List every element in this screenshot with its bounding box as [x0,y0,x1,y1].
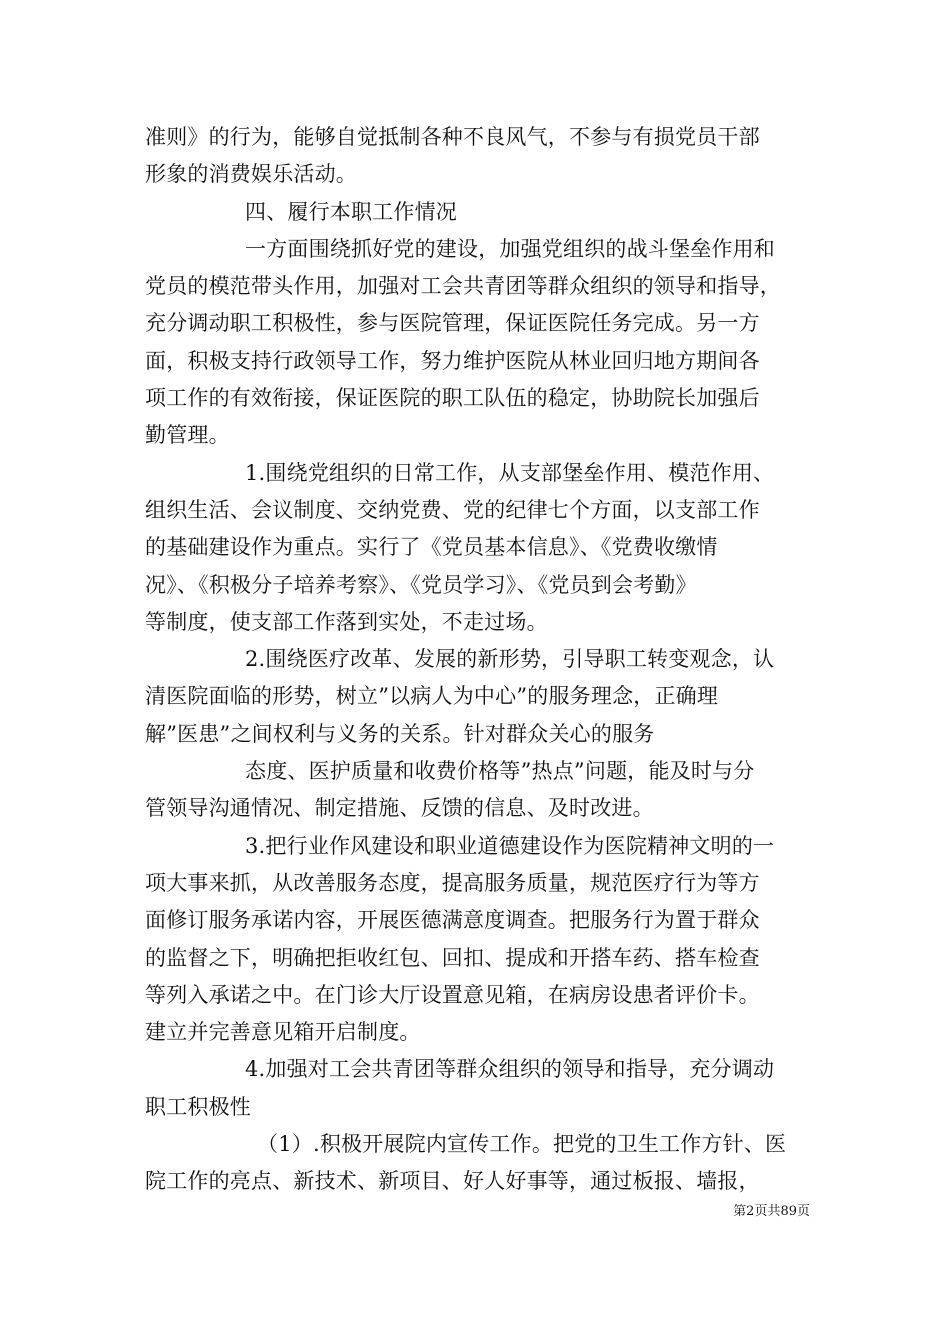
text-line: 组织生活、会议制度、交纳党费、党的纪律七个方面，以支部工作 [145,497,760,522]
text-line: 充分调动职工积极性，参与医院管理，保证医院任务完成。另一方 [145,311,760,336]
text-line: 的基础建设作为重点。实行了《党员基本信息》、《党费收缴情 [145,535,718,560]
list-item-4: 4.加强对工会共青团等群众组织的领导和指导，充分调动 [245,1057,775,1082]
page-number: 第2页共89页 [733,1204,810,1219]
text-line: 项工作的有效衔接，保证医院的职工队伍的稳定，协助院长加强后 [145,386,760,411]
text-line: 建立并完善意见箱开启制度。 [145,1020,421,1045]
sub-item-1: （1）.积极开展院内宣传工作。把党的卫生工作方针、医 [257,1132,787,1157]
text-line: 院工作的亮点、新技术、新项目、好人好事等，通过板报、墙报， [145,1169,760,1194]
text-line: 解”医患”之间权利与义务的关系。针对群众关心的服务 [145,721,655,746]
text-line: 面修订服务承诺内容，开展医德满意度调查。把服务行为置于群众 [145,908,760,933]
text-line: 项大事来抓，从改善服务态度，提高服务质量，规范医疗行为等方 [145,870,760,895]
text-line: 况》、《积极分子培养考察》、《党员学习》、《党员到会考勤》 [145,572,697,597]
text-line: 党员的模范带头作用，加强对工会共青团等群众组织的领导和指导， [145,274,781,299]
text-line: 面，积极支持行政领导工作，努力维护医院从林业回归地方期间各 [145,348,760,373]
text-line: 等列入承诺之中。在门诊大厅设置意见箱，在病房设患者评价卡。 [145,982,760,1007]
text-line: 的监督之下，明确把拒收红包、回扣、提成和开搭车药、搭车检查 [145,945,760,970]
text-line: 管领导沟通情况、制定措施、反馈的信息、及时改进。 [145,796,654,821]
section-heading: 四、履行本职工作情况 [245,199,457,224]
text-line: 等制度，使支部工作落到实处，不走过场。 [145,609,548,634]
text-line: 形象的消费娱乐活动。 [145,162,357,187]
document-body [145,119,817,1201]
list-item-3: 3.把行业作风建设和职业道德建设作为医院精神文明的一 [245,833,775,858]
text-line: 职工积极性 [145,1094,251,1119]
list-item-2: 2.围绕医疗改革、发展的新形势，引导职工转变观念，认 [245,647,775,672]
list-item-1: 1.围绕党组织的日常工作，从支部堡垒作用、模范作用、 [245,460,775,485]
text-line: 态度、医护质量和收费价格等”热点”问题，能及时与分 [245,759,755,784]
text-line: 准则》的行为，能够自觉抵制各种不良风气，不参与有损党员干部 [145,125,760,149]
text-line: 一方面围绕抓好党的建设，加强党组织的战斗堡垒作用和 [245,236,775,261]
text-line: 勤管理。 [145,423,230,448]
text-line: 清医院面临的形势，树立”以病人为中心”的服务理念，正确理 [145,684,719,709]
